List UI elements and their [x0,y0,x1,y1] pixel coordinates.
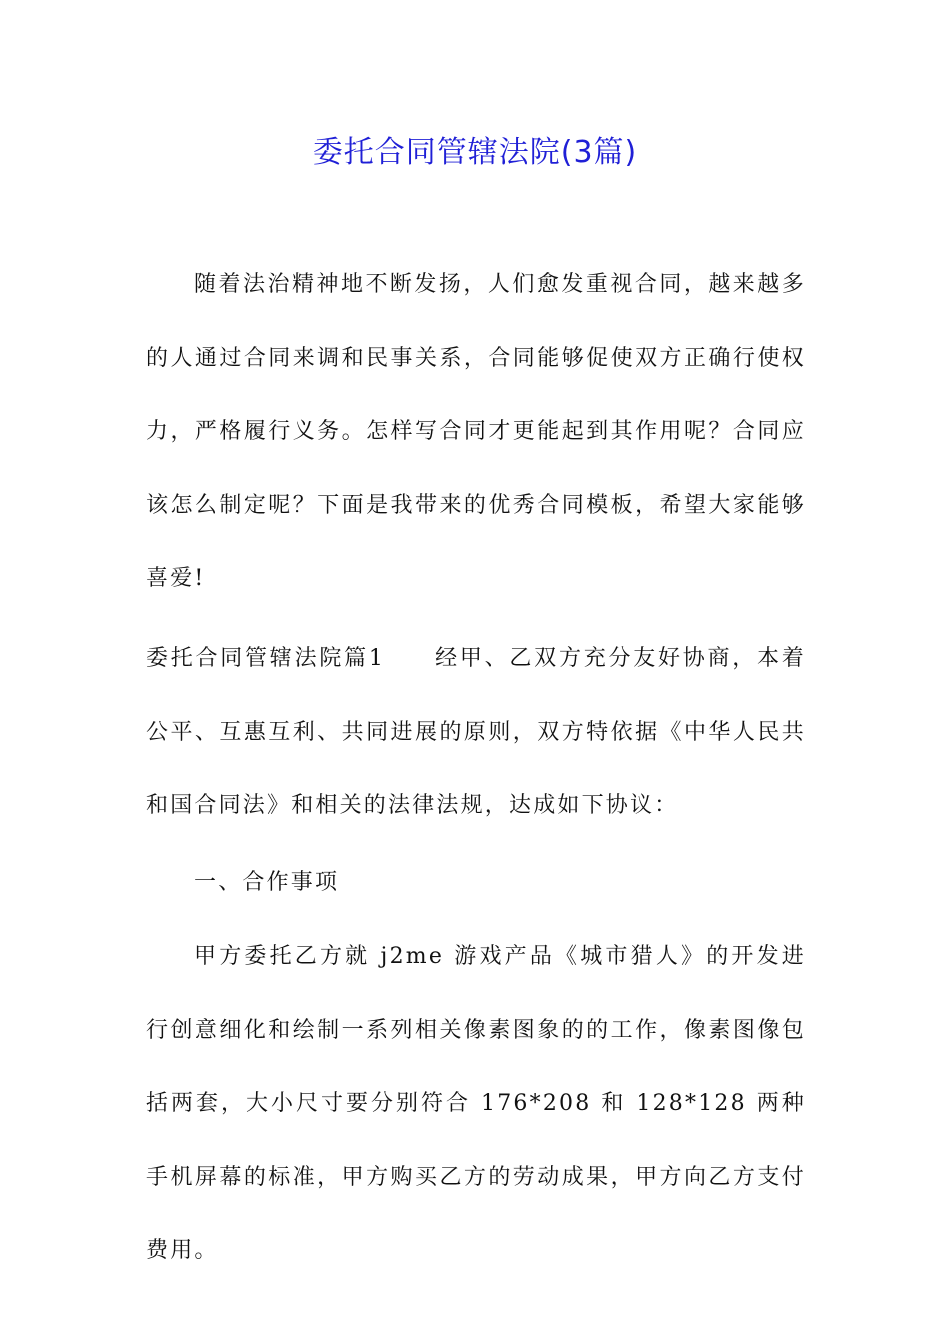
intro-paragraph: 随着法治精神地不断发扬，人们愈发重视合同，越来越多的人通过合同来调和民事关系，合同能够促使双方正确行使权力，严格履行义务。怎样写合同才更能起到其作用呢？合同应该怎么制定呢？下面是我带来的优秀合同模板，希望大家能够喜爱! [146,272,806,591]
item1-body-paragraph: 甲方委托乙方就 j2me 游戏产品《城市猎人》的开发进行创意细化和绘制一系列相关像素图象的的工作，像素图像包括两套，大小尺寸要分别符合 176*208 和 128*128 两种手机屏幕的标准，甲方购买乙方的劳动成果，甲方向乙方支付费用。 [146,944,806,1263]
document-title: 委托合同管辖法院(3篇) [312,135,638,170]
section1-paragraph: 委托合同管辖法院篇1 经甲、乙双方充分友好协商，本着公平、互惠互利、共同进展的原则，双方特依据《中华人民共和国合同法》和相关的法律法规，达成如下协议： [146,646,806,818]
item1-heading: 一、合作事项 [194,870,340,895]
